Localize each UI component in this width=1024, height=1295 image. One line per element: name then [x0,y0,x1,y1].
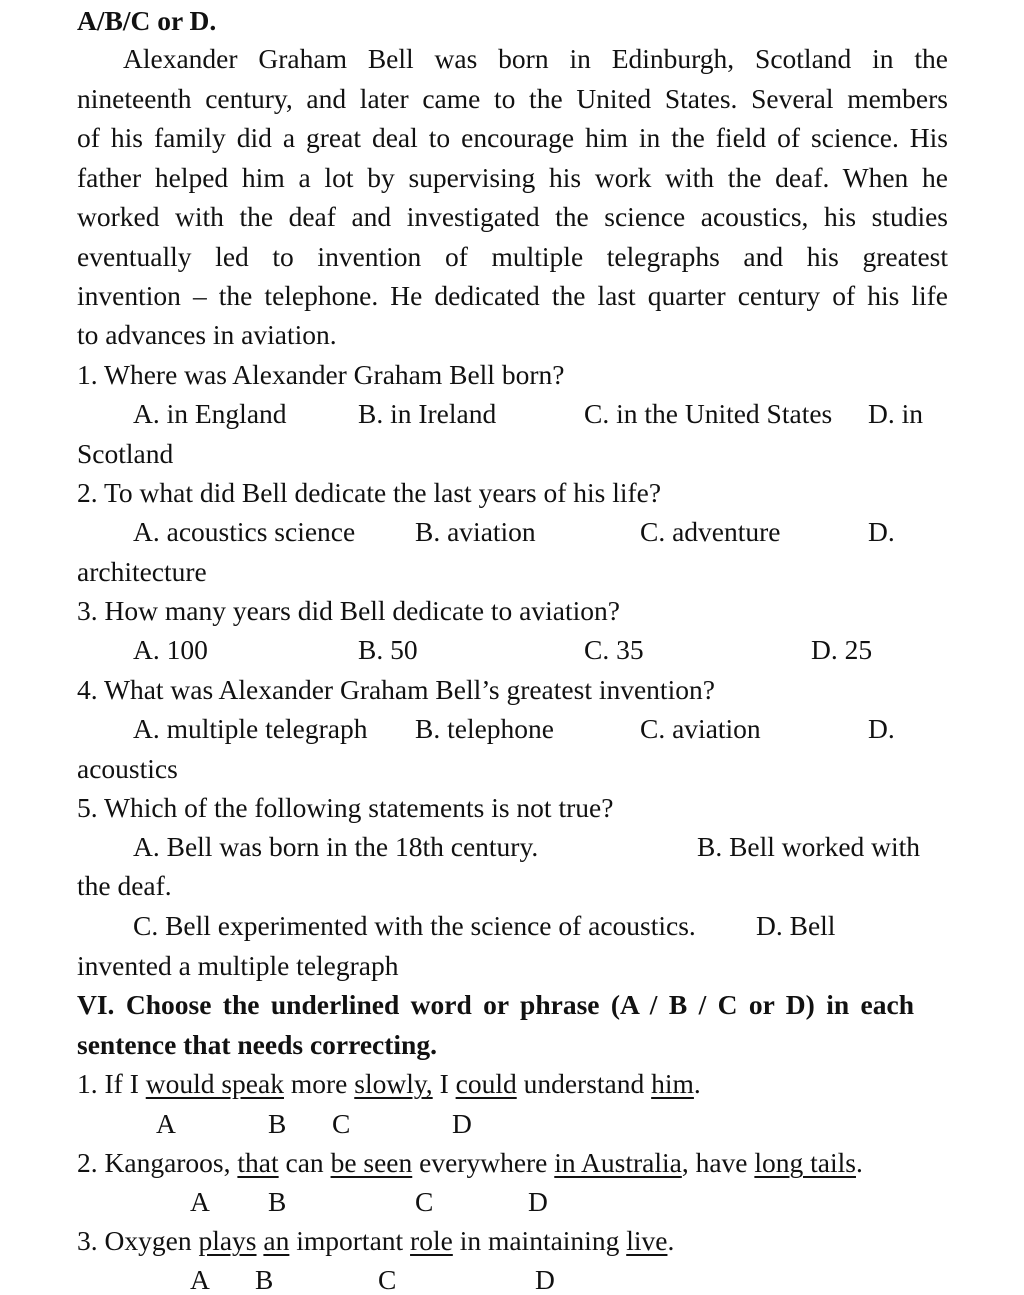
option-b: B. aviation [415,516,536,547]
question-text: 5. Which of the following statements is not true? [77,792,614,823]
underlined-d: him [651,1068,694,1099]
question-text: 1. Where was Alexander Graham Bell born? [77,359,565,390]
question-text: 3. How many years did Bell dedicate to aviation? [77,595,620,626]
question-text: 4. What was Alexander Graham Bell’s greatest invention? [77,674,715,705]
section-header-fragment: A/B/C or D. [77,5,217,36]
letter-a: A [190,1264,210,1295]
option-c: C. adventure [640,516,781,547]
option-d: D. 25 [811,634,873,665]
passage-line: to advances in aviation. [77,319,337,350]
cut-off-letters-row [0,1264,1024,1295]
passage-line: of his family did a great deal to encourage him in the field of science. His [77,122,948,153]
option-d: D. in [868,398,923,429]
passage-line: father helped him a lot by supervising his work with the deaf. When he [77,162,948,193]
passage-line: Alexander Graham Bell was born in Edinburgh, Scotland in the [123,43,948,74]
option-c: C. aviation [640,713,761,744]
option-b: B. in Ireland [358,398,497,429]
option-d-wrap: Scotland [77,438,174,469]
letter-c: C [415,1186,434,1217]
option-c: C. 35 [584,634,644,665]
option-a: A. in England [133,398,287,429]
option-c: C. in the United States [584,398,833,429]
option-b: B. telephone [415,713,554,744]
option-d-wrap: acoustics [77,753,178,784]
letter-d: D [528,1186,548,1217]
option-a: A. acoustics science [133,516,356,547]
letter-d: D [535,1264,555,1295]
letter-c: C [378,1264,397,1295]
letter-d: D [452,1108,472,1139]
option-c: C. Bell experimented with the science of acoustics. [133,910,696,941]
passage-line: eventually led to invention of multiple telegraphs and his greatest [77,241,948,272]
underlined-b: an [263,1225,290,1256]
letter-b: B [268,1186,287,1217]
letter-a: A [190,1186,210,1217]
underlined-b: be seen [330,1147,413,1178]
option-d: D. [868,713,895,744]
option-d-wrap: invented a multiple telegraph [77,950,399,981]
passage-line: nineteenth century, and later came to the United States. Several members [77,83,948,114]
error-sentence-2: 2. Kangaroos, that can be seen everywhere in Australia, have long tails. [77,1147,863,1178]
error-sentence-1: 1. If I would speak more slowly, I could understand him. [77,1068,701,1099]
section-title-continued: sentence that needs correcting. [77,1029,437,1060]
letter-b: B [255,1264,274,1295]
option-d-wrap: architecture [77,556,207,587]
passage-line: worked with the deaf and investigated the science acoustics, his studies [77,201,948,232]
underlined-d: long tails [754,1147,856,1178]
option-a: A. Bell was born in the 18th century. [133,831,539,862]
underlined-c: role [410,1225,453,1256]
section-title: VI. Choose the underlined word or phrase (A / B / C or D) in each [77,989,914,1020]
option-d: D. Bell [756,910,836,941]
letter-c: C [332,1108,351,1139]
letter-a: A [156,1108,176,1139]
underlined-a: that [237,1147,279,1178]
underlined-c: in Australia [554,1147,682,1178]
option-b: B. Bell worked with [697,831,921,862]
underlined-c: could [455,1068,517,1099]
option-a: A. multiple telegraph [133,713,368,744]
option-b-wrap: the deaf. [77,870,172,901]
underlined-a: would speak [145,1068,284,1099]
underlined-a: plays [198,1225,257,1256]
underlined-d: live [626,1225,668,1256]
option-b: B. 50 [358,634,418,665]
underlined-b: slowly, [354,1068,433,1099]
letter-b: B [268,1108,287,1139]
option-a: A. 100 [133,634,208,665]
option-d: D. [868,516,895,547]
passage-line: invention – the telephone. He dedicated the last quarter century of his life [77,280,948,311]
question-text: 2. To what did Bell dedicate the last years of his life? [77,477,662,508]
error-sentence-3: 3. Oxygen plays an important role in maintaining live. [77,1225,675,1256]
